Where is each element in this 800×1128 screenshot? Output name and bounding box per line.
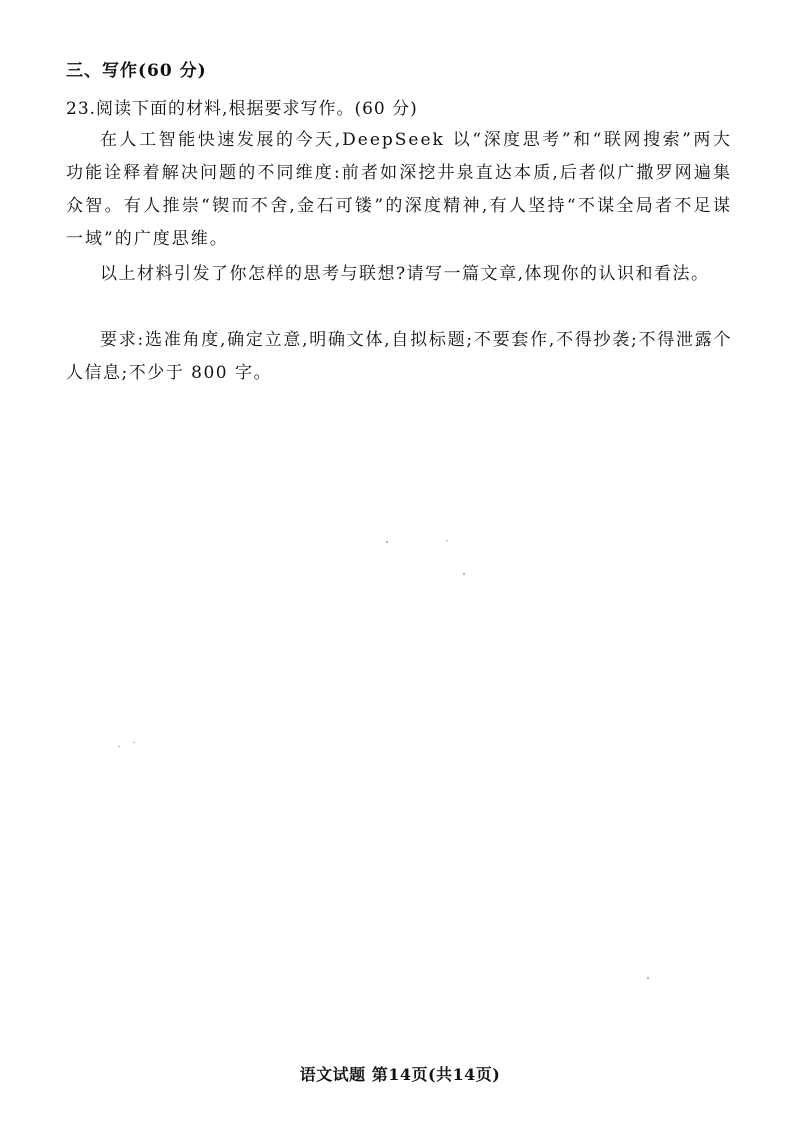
- scan-speck: [647, 977, 649, 979]
- scan-speck: [118, 746, 120, 747]
- question-heading: 23.阅读下面的材料,根据要求写作。(60 分): [66, 99, 418, 119]
- scan-speck: [386, 541, 388, 543]
- page-footer: 语文试题 第14页(共14页): [299, 1065, 501, 1084]
- requirements-paragraph: 要求:选准角度,确定立意,明确文体,自拟标题;不要套作,不得抄袭;不得泄露个人信息;不少于 800 字。: [66, 330, 732, 383]
- scan-speck: [463, 573, 465, 575]
- scan-speck: [133, 742, 135, 743]
- material-paragraph: 在人工智能快速发展的今天,DeepSeek 以“深度思考”和“联网搜索”两大功能诠释着解决问题的不同维度:前者如深挖井泉直达本质,后者似广撒罗网遍集众智。有人推崇“锲而不舍,金石可镂”的深度精神,有人坚持“不谋全局者不足谋一域”的广度思维。: [66, 130, 732, 249]
- section-title: 三、写作(60 分): [66, 61, 207, 81]
- scan-speck: [446, 540, 448, 541]
- prompt-paragraph: 以上材料引发了你怎样的思考与联想?请写一篇文章,体现你的认识和看法。: [100, 264, 710, 284]
